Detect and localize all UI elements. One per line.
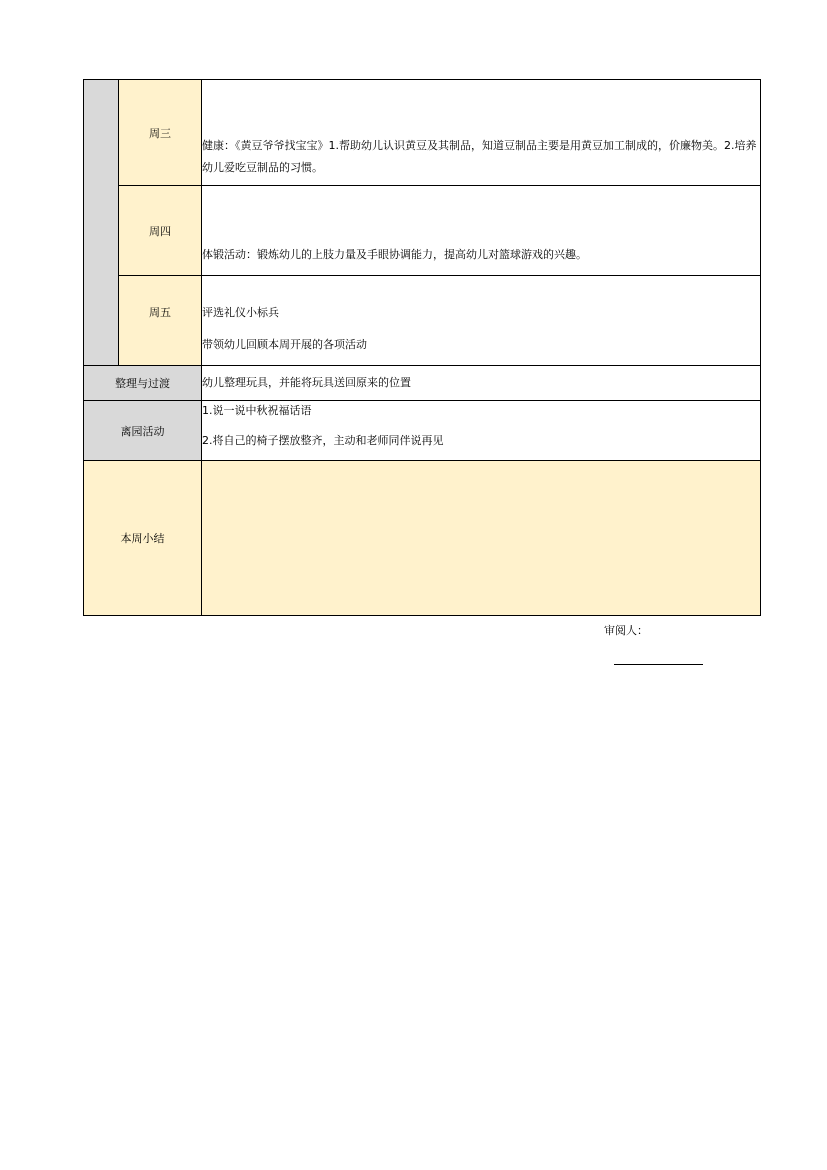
- content-summary: [202, 461, 761, 616]
- row-friday: [84, 276, 761, 366]
- reviewer-signature-line: [614, 664, 703, 665]
- content-line: 1.说一说中秋祝福话语: [202, 404, 312, 417]
- content-tidy: 幼儿整理玩具，并能将玩具送回原来的位置: [202, 366, 761, 401]
- row-leave: [84, 401, 761, 461]
- weekly-plan-table: [83, 79, 761, 616]
- label-tidy: 整理与过渡: [84, 366, 202, 401]
- content-thursday: [202, 186, 761, 276]
- content-line: 评选礼仪小标兵: [202, 306, 279, 319]
- day-label-friday: 周五: [119, 276, 202, 366]
- content-line: 2.将自己的椅子摆放整齐，主动和老师同伴说再见: [202, 434, 444, 447]
- content-line: 健康：《黄豆爷爷找宝宝》1.帮助幼儿认识黄豆及其制品，知道豆制品主要是用黄豆加工制成的，价廉物美。2.培养幼儿爱吃豆制品的习惯。: [202, 138, 757, 174]
- row-tidy: [84, 366, 761, 401]
- day-group-bar: [84, 80, 119, 366]
- day-label-thursday: 周四: [119, 186, 202, 276]
- label-leave: 离园活动: [84, 401, 202, 461]
- content-leave: [202, 401, 761, 461]
- row-summary: [84, 461, 761, 616]
- row-wednesday: [84, 80, 761, 186]
- label-summary: 本周小结: [84, 461, 202, 616]
- content-line: 体锻活动：锻炼幼儿的上肢力量及手眼协调能力，提高幼儿对篮球游戏的兴趣。: [202, 247, 587, 261]
- row-thursday: [84, 186, 761, 276]
- content-friday: [202, 276, 761, 366]
- day-label-wednesday: 周三: [119, 80, 202, 186]
- content-line: 带领幼儿回顾本周开展的各项活动: [202, 338, 367, 351]
- content-wednesday: [202, 80, 761, 186]
- reviewer-label: 审阅人：: [604, 624, 648, 637]
